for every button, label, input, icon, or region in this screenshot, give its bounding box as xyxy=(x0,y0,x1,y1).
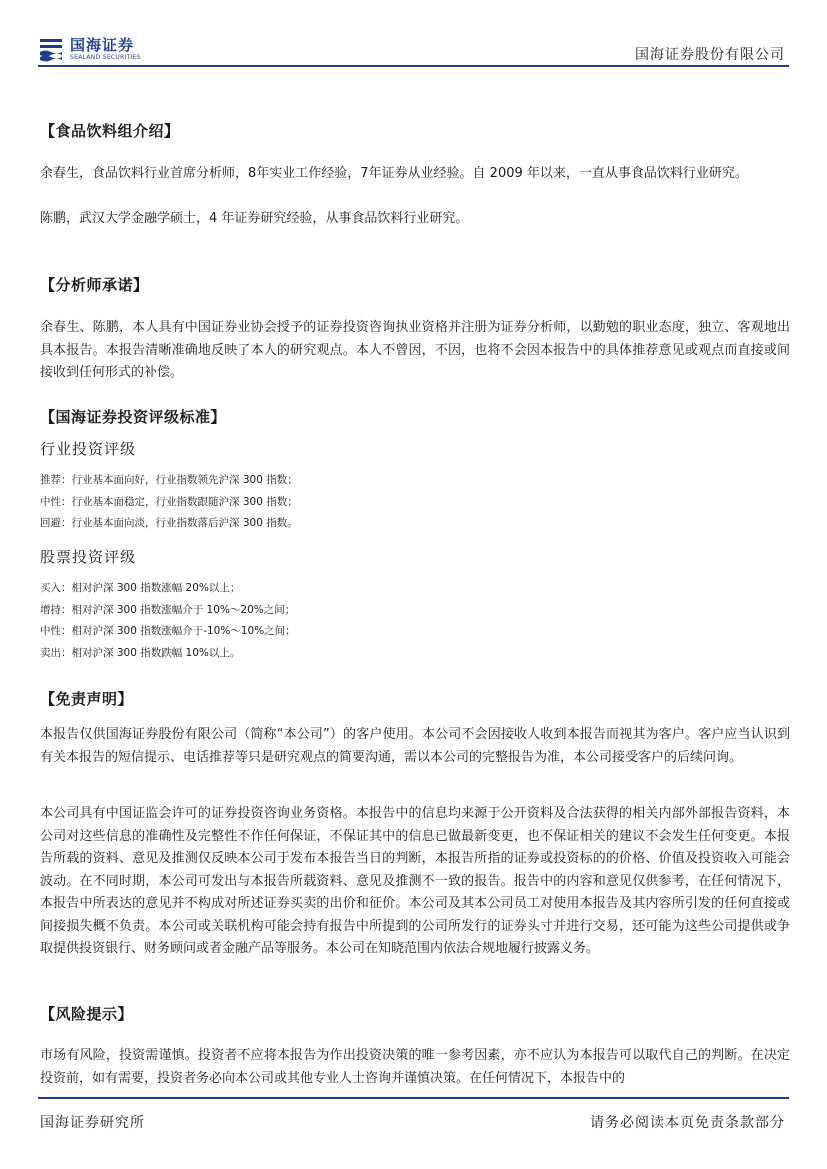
header-company-name: 国海证券股份有限公司 xyxy=(635,47,785,63)
commitment-paragraph: 余春生、陈鹏，本人具有中国证券业协会授予的证券投资咨询执业资格并注册为证券分析师，以勤勉的职业态度，独立、客观地出具本报告。本报告清晰准确地反映了本人的研究观点。本人不曾因，不因，也将不会因本报告中的具体推荐意见或观点而直接或间接收到任何形式的补偿。 xyxy=(40,320,790,380)
logo-chinese-name: 国海证券 xyxy=(70,35,135,54)
company-logo xyxy=(38,36,141,62)
stock-rating-item: 卖出：相对沪深 300 指数跌幅 10%以上。 xyxy=(40,646,241,659)
industry-rating-subtitle: 行业投资评级 xyxy=(40,440,137,458)
header-divider xyxy=(38,65,789,67)
sealand-logo-icon xyxy=(38,36,64,62)
risk-section-title: 【风险提示】 xyxy=(40,1005,134,1023)
disclaimer-section-title: 【免责声明】 xyxy=(40,690,134,708)
stock-rating-item: 增持：相对沪深 300 指数涨幅介于 10%～20%之间； xyxy=(40,603,296,616)
stock-rating-subtitle: 股票投资评级 xyxy=(40,548,137,566)
industry-rating-list xyxy=(40,470,298,535)
logo-english-name: SEALAND SECURITIES xyxy=(70,53,141,61)
team-analyst-2-bio: 陈鹏，武汉大学金融学硕士，4 年证券研究经验，从事食品饮料行业研究。 xyxy=(40,211,469,226)
footer-disclaimer-note: 请务必阅读本页免责条款部分 xyxy=(590,1115,785,1131)
risk-paragraph: 市场有风险，投资需谨慎。投资者不应将本报告为作出投资决策的唯一参考因素，亦不应认为本报告可以取代自己的判断。在决定投资前，如有需要，投资者务必向本公司或其他专业人士咨询并谨慎决策。在任何情况下，本报告中的 xyxy=(40,1048,790,1086)
disclaimer-paragraph-1: 本报告仅供国海证券股份有限公司（简称“本公司”）的客户使用。本公司不会因接收人收到本报告而视其为客户。客户应当认识到有关本报告的短信提示、电话推荐等只是研究观点的简要沟通，需以本公司的完整报告为准，本公司接受客户的后续问询。 xyxy=(40,727,790,765)
industry-rating-item: 推荐：行业基本面向好，行业指数领先沪深 300 指数； xyxy=(40,474,298,486)
footer-divider xyxy=(38,1097,789,1099)
industry-rating-item: 中性：行业基本面稳定，行业指数跟随沪深 300 指数； xyxy=(40,495,298,508)
industry-rating-item: 回避：行业基本面向淡，行业指数落后沪深 300 指数。 xyxy=(40,517,298,529)
disclaimer-paragraph-2: 本公司具有中国证监会许可的证券投资咨询业务资格。本报告中的信息均来源于公开资料及合法获得的相关内部外部报告资料，本公司对这些信息的准确性及完整性不作任何保证，不保证其中的信息已做最新变更，也不保证相关的建议不会发生任何变更。本报告所载的资料、意见及推测仅反映本公司于发布本报告当日的判断，本报告所指的证券或投资标的的价格、价值及投资收入可能会波动。在不同时期，本公司可发出与本报告所载资料、意见及推测不一致的报告。报告中的内容和意见仅供参考，在任何情况下，本报告中所表达的意见并不构成对所述证券买卖的出价和征价。本公司及其本公司员工对使用本报告及其内容所引发的任何直接或间接损失概不负责。本公司或关联机构可能会持有报告中所提到的公司所发行的证券头寸并进行交易，还可能为这些公司提供或争取提供投资银行、财务顾问或者金融产品等服务。本公司在知晓范围内依法合规地履行披露义务。 xyxy=(40,806,790,956)
stock-rating-item: 中性：相对沪深 300 指数涨幅介于-10%～10%之间； xyxy=(40,625,296,637)
rating-section-title: 【国海证券投资评级标准】 xyxy=(40,408,227,426)
team-analyst-1-bio: 余春生，食品饮料行业首席分析师，8年实业工作经验，7年证券从业经验。自 2009 年以来，一直从事食品饮料行业研究。 xyxy=(40,166,748,181)
commitment-section-title: 【分析师承诺】 xyxy=(40,276,149,294)
stock-rating-list xyxy=(40,578,296,664)
footer-institute-name: 国海证券研究所 xyxy=(40,1115,145,1131)
team-section-title: 【食品饮料组介绍】 xyxy=(40,122,180,140)
stock-rating-item: 买入：相对沪深 300 指数涨幅 20%以上； xyxy=(40,582,241,594)
